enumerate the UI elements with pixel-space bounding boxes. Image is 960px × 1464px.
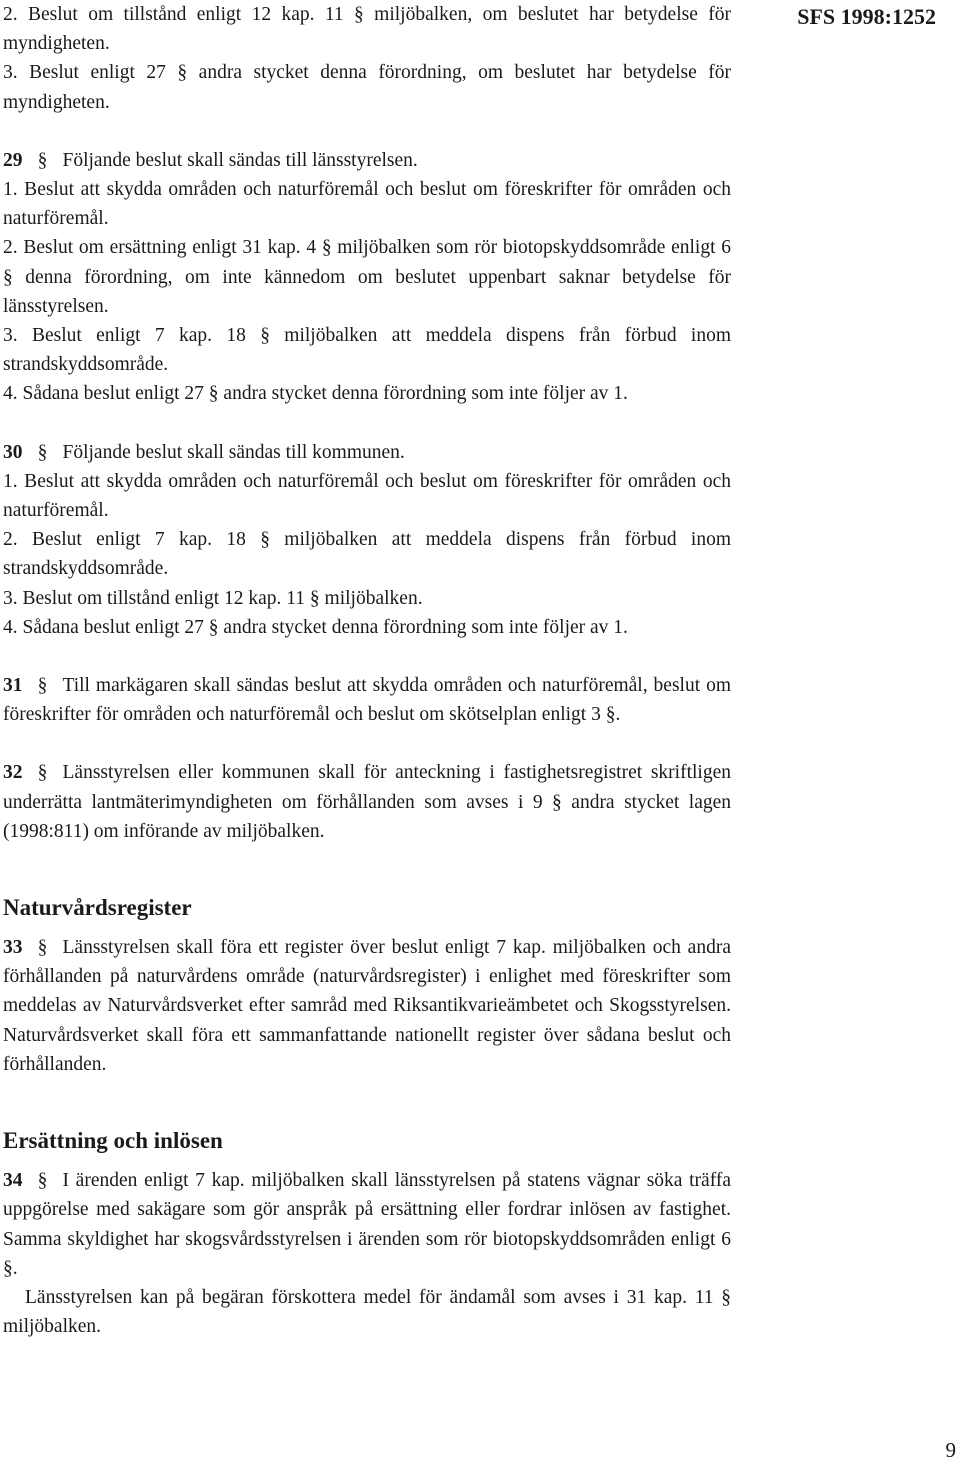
section-number: 30 bbox=[3, 441, 23, 463]
section-number: 34 bbox=[3, 1170, 23, 1192]
section-sign: § bbox=[37, 1170, 48, 1192]
section-sign: § bbox=[37, 149, 48, 171]
section-sign: § bbox=[37, 937, 48, 959]
document-body bbox=[3, 0, 731, 1341]
section-34 bbox=[3, 1166, 731, 1283]
list-item: 4. Sådana beslut enligt 27 § andra stycket denna förordning som inte följer av 1. bbox=[3, 616, 628, 638]
section-number: 33 bbox=[3, 937, 23, 959]
section-text: Länsstyrelsen skall föra ett register över beslut enligt 7 kap. miljöbalken och andra förhållanden på naturvårdens område (naturvårdsregister) i enlighet med föreskrifter som meddelas av Naturvårdsverket efter samråd med Riksantikvarieämbetet och Skogsstyrelsen. Naturvårdsverket skall föra ett sammanfattande nationellt register över sådana beslut och förhållanden. bbox=[3, 937, 731, 1075]
section-30-intro bbox=[3, 438, 731, 467]
page-number: 9 bbox=[945, 1438, 956, 1462]
list-item: 4. Sådana beslut enligt 27 § andra stycket denna förordning som inte följer av 1. bbox=[3, 383, 628, 405]
list-item: 2. Beslut om ersättning enligt 31 kap. 4 § miljöbalken som rör biotopskyddsområde enligt 6 § denna förordning, om inte kännedom om beslutet uppenbart saknar betydelse för länsstyrelsen. bbox=[3, 237, 731, 317]
section-number: 29 bbox=[3, 149, 23, 171]
section-text: I ärenden enligt 7 kap. miljöbalken skall länsstyrelsen på statens vägnar söka träffa uppgörelse med sakägare som gör anspråk på ersättning eller fordrar inlösen av fastighet. Samma skyldighet har skogsvårdsstyrelsen i ärenden som rör biotopskyddsområden enligt 6 §. bbox=[3, 1170, 731, 1279]
section-text: Länsstyrelsen eller kommunen skall för anteckning i fastighetsregistret skriftligen underrätta lantmäterimyndigheten om förhållanden som avses i 9 § andra stycket lagen (1998:811) om införande av miljöbalken. bbox=[3, 762, 731, 842]
sfs-number: SFS 1998:1252 bbox=[797, 4, 936, 29]
section-number: 31 bbox=[3, 675, 23, 697]
list-item: 1. Beslut att skydda områden och naturföremål och beslut om föreskrifter för områden och naturföremål. bbox=[3, 470, 731, 522]
list-item: 1. Beslut att skydda områden och naturföremål och beslut om föreskrifter för områden och naturföremål. bbox=[3, 179, 731, 230]
section-text: Följande beslut skall sändas till kommunen. bbox=[62, 441, 405, 463]
section-sign: § bbox=[37, 441, 48, 463]
section-34-second-paragraph: Länsstyrelsen kan på begäran förskottera medel för ändamål som avses i 31 kap. 11 § miljöbalken. bbox=[3, 1286, 731, 1338]
heading-naturvardsregister: Naturvårdsregister bbox=[3, 895, 192, 921]
list-item: 3. Beslut enligt 27 § andra stycket denna förordning, om beslutet har betydelse för myndigheten. bbox=[3, 62, 731, 113]
section-29-intro bbox=[3, 146, 731, 175]
section-33 bbox=[3, 933, 731, 1079]
section-text: Till markägaren skall sändas beslut att skydda områden och naturföremål, beslut om föreskrifter för områden och naturföremål och beslut om skötselplan enligt 3 §. bbox=[3, 675, 731, 726]
section-sign: § bbox=[37, 762, 48, 784]
list-item: 3. Beslut om tillstånd enligt 12 kap. 11 § miljöbalken. bbox=[3, 587, 423, 609]
section-sign: § bbox=[37, 675, 48, 697]
section-number: 32 bbox=[3, 762, 23, 784]
section-text: Följande beslut skall sändas till länsstyrelsen. bbox=[62, 149, 418, 171]
list-item: 3. Beslut enligt 7 kap. 18 § miljöbalken att meddela dispens från förbud inom strandskyddsområde. bbox=[3, 325, 731, 376]
list-item: 2. Beslut om tillstånd enligt 12 kap. 11 § miljöbalken, om beslutet har betydelse för myndigheten. bbox=[3, 4, 731, 55]
section-32 bbox=[3, 758, 731, 846]
section-31 bbox=[3, 671, 731, 729]
heading-ersattning-och-inlosen: Ersättning och inlösen bbox=[3, 1128, 223, 1154]
list-item: 2. Beslut enligt 7 kap. 18 § miljöbalken att meddela dispens från förbud inom strandskyddsområde. bbox=[3, 529, 731, 580]
